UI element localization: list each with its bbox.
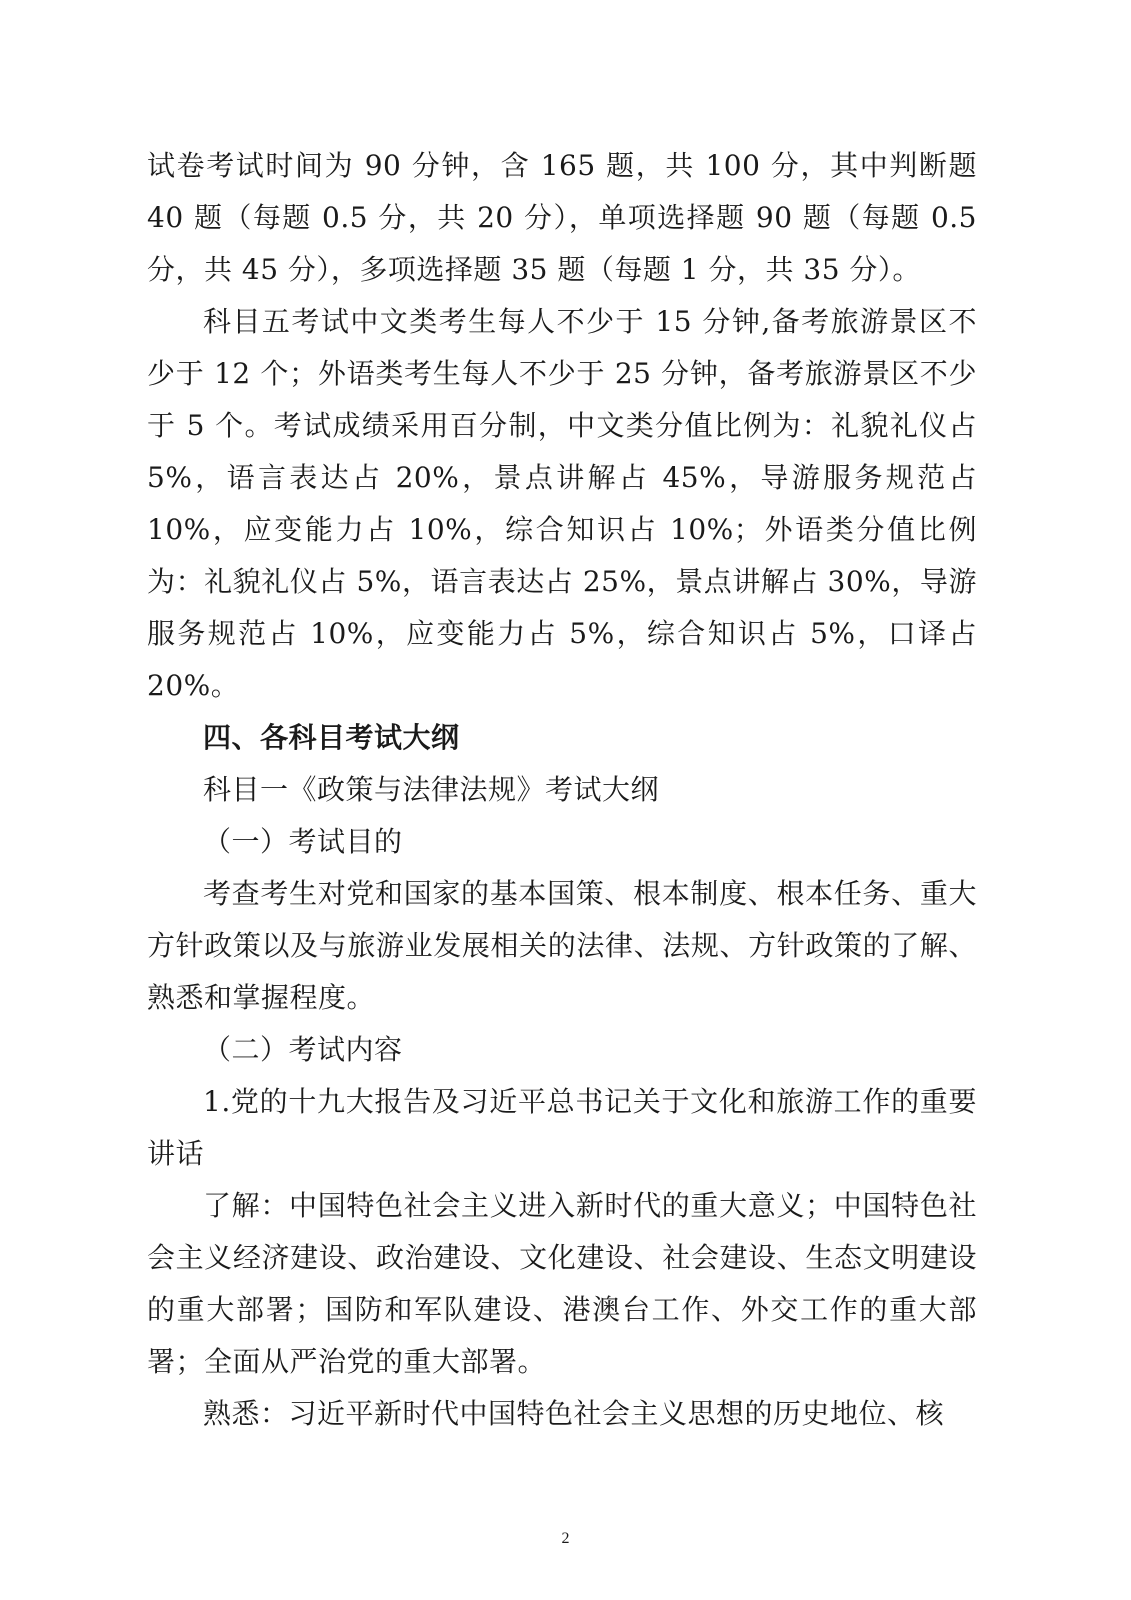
paragraph-understand: 了解：中国特色社会主义进入新时代的重大意义；中国特色社会主义经济建设、政治建设、文化建设、社会建设、生态文明建设的重大部署；国防和军队建设、港澳台工作、外交工作的重大部署；全面从严治党的重大部署。: [147, 1189, 977, 1378]
page-number: 2: [561, 1530, 570, 1547]
paragraph-subject-five: 科目五考试中文类考生每人不少于 15 分钟,备考旅游景区不少于 12 个；外语类考生每人不少于 25 分钟，备考旅游景区不少于 5 个。考试成绩采用百分制，中文类分值比例为：礼貌礼仪占 5%，语言表达占 20%，景点讲解占 45%，导游服务规范占 10%，应变能力占 10%，综合知识占 10%；外语类分值比例为：礼貌礼仪占 5%，语言表达占 25%，景点讲解占 30%，导游服务规范占 10%，应变能力占 5%，综合知识占 5%，口译占 20%。: [147, 305, 977, 702]
subheading-exam-content: （二）考试内容: [203, 1033, 403, 1066]
paragraph-familiar: 熟悉：习近平新时代中国特色社会主义思想的历史地位、核: [203, 1397, 945, 1430]
paragraph-exam-format: 试卷考试时间为 90 分钟，含 165 题，共 100 分，其中判断题 40 题（每题 0.5 分，共 20 分），单项选择题 90 题（每题 0.5 分，共 45 分），多项选择题 35 题（每题 1 分，共 35 分）。: [147, 149, 977, 286]
subheading-exam-purpose: （一）考试目的: [203, 825, 403, 858]
content-item-1-title: 1.党的十九大报告及习近平总书记关于文化和旅游工作的重要讲话: [147, 1085, 977, 1170]
section-heading-syllabus: 四、各科目考试大纲: [203, 721, 460, 754]
document-body: [147, 140, 977, 1440]
subject-one-title: 科目一《政策与法律法规》考试大纲: [203, 773, 660, 806]
paragraph-exam-purpose: 考查考生对党和国家的基本国策、根本制度、根本任务、重大方针政策以及与旅游业发展相关的法律、法规、方针政策的了解、熟悉和掌握程度。: [147, 877, 977, 1014]
